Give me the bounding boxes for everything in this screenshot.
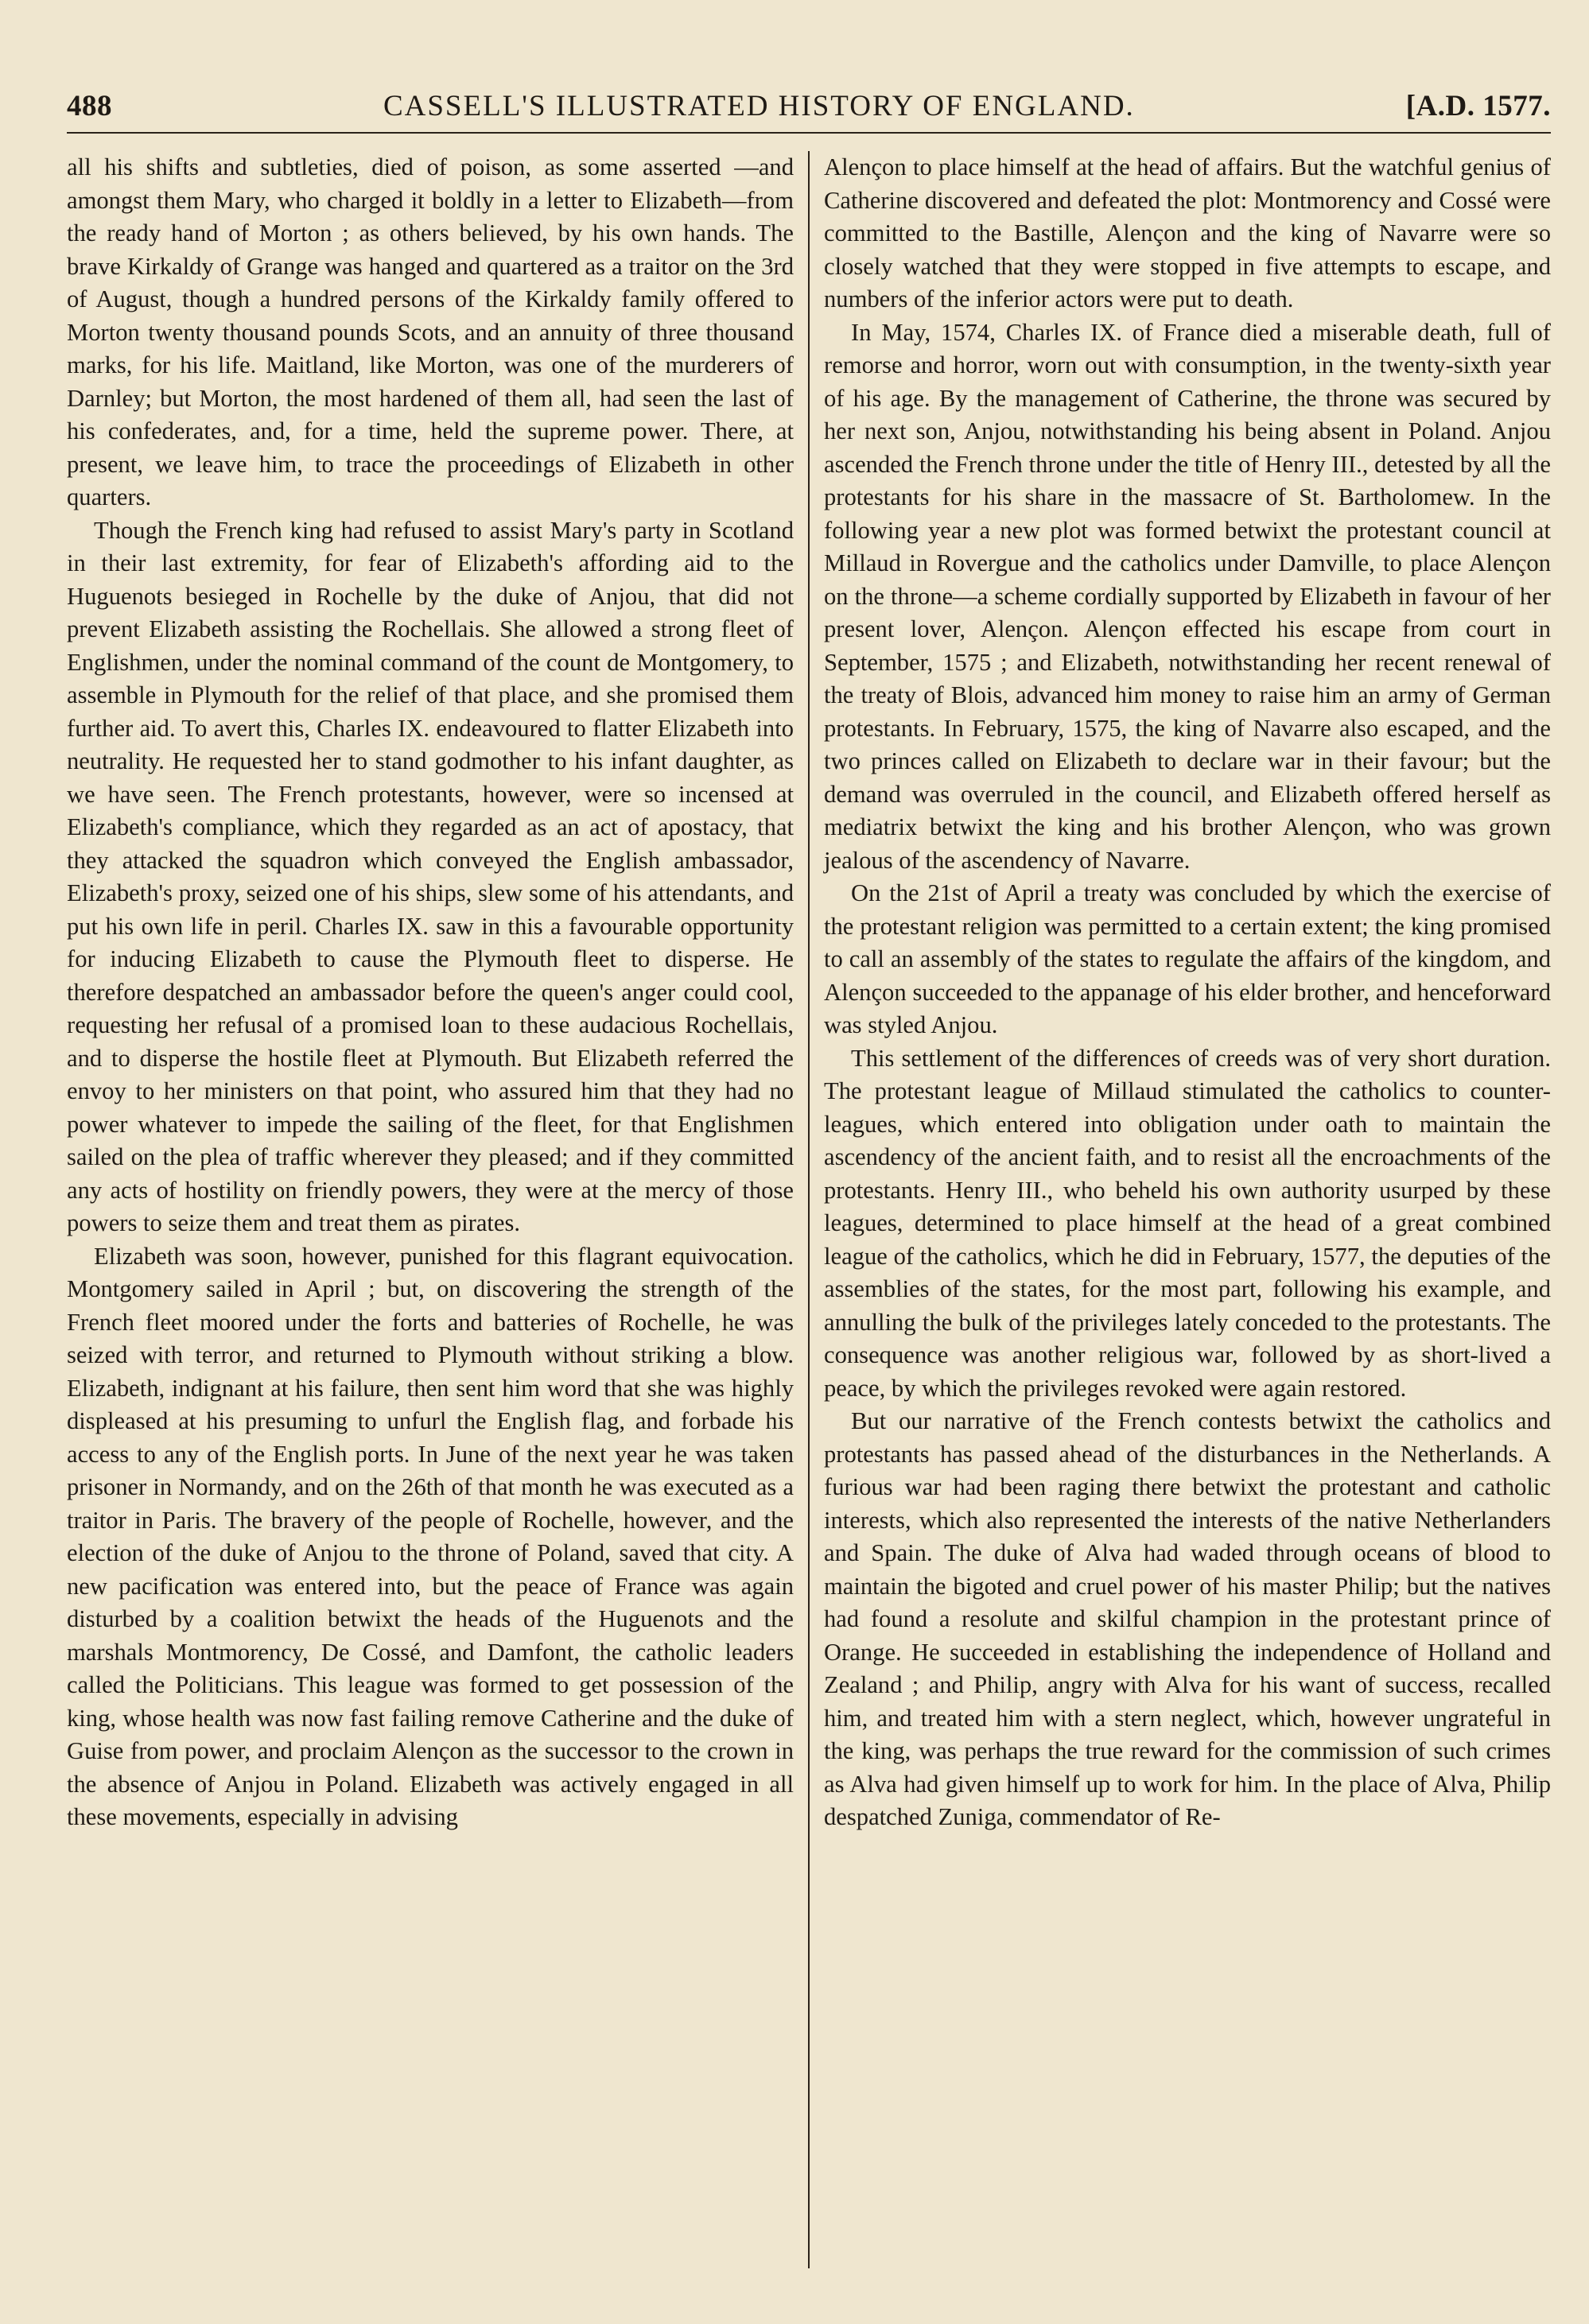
left-column xyxy=(67,151,808,2268)
page-number: 488 xyxy=(67,90,112,122)
running-title: CASSELL'S ILLUSTRATED HISTORY OF ENGLAND. xyxy=(383,90,1135,122)
right-paragraph-1: Alençon to place himself at the head of affairs. But the watchful genius of Catherine discovered and defeated the plot: Montmorency and Cossé were committed to the Bastille, Alençon and the king of Navarre were so closely watched that they were stopped in five attempts to escape, and numbers of the inferior actors were put to death. xyxy=(824,153,1551,312)
right-paragraph-3: On the 21st of April a treaty was concluded by which the exercise of the protestant religion was permitted to a certain extent; the king promised to call an assembly of the states to regulate the affairs of the kingdom, and Alençon succeeded to the appanage of his elder brother, and henceforward was styled Anjou. xyxy=(824,879,1551,1038)
right-column xyxy=(810,151,1551,2268)
header-date: [A.D. 1577. xyxy=(1405,90,1551,122)
left-paragraph-3: Elizabeth was soon, however, punished for this flagrant equivocation. Montgomery sailed in April ; but, on discovering the strength of the French fleet moored under the forts and batteries of Rochelle, he was seized with terror, and returned to Plymouth without striking a blow. Elizabeth, indignant at his failure, then sent him word that she was highly displeased at his presuming to unfurl the English flag, and forbade his access to any of the English ports. In June of the next year he was taken prisoner in Normandy, and on the 26th of that month he was executed as a traitor in Paris. The bravery of the people of Rochelle, however, and the election of the duke of Anjou to the throne of Poland, saved that city. A new pacification was entered into, but the peace of France was again disturbed by a coalition betwixt the heads of the Huguenots and the marshals Montmorency, De Cossé, and Damfont, the catholic leaders called the Politicians. This league was formed to get possession of the king, whose health was now fast failing remove Catherine and the duke of Guise from power, and proclaim Alençon as the successor to the crown in the absence of Anjou in Poland. Elizabeth was actively engaged in all these movements, especially in advising xyxy=(67,1242,794,1830)
right-paragraph-4: This settlement of the differences of creeds was of very short duration. The protestant league of Millaud stimulated the catholics to counter-leagues, which entered into obligation under oath to maintain the ascendency of the ancient faith, and to resist all the encroachments of the protestants. Henry III., who beheld his own authority usurped by these leagues, determined to place himself at the head of a great combined league of the catholics, which he did in February, 1577, the deputies of the assemblies of the states, for the most part, following his example, and annulling the bulk of the privileges lately conceded to the protestants. The consequence was another religious war, followed by as short-lived a peace, by which the privileges revoked were again restored. xyxy=(824,1044,1551,1402)
right-paragraph-2: In May, 1574, Charles IX. of France died a miserable death, full of remorse and horror, worn out with consumption, in the twenty-sixth year of his age. By the management of Catherine, the throne was secured by her next son, Anjou, notwithstanding his being absent in Poland. Anjou ascended the French throne under the title of Henry III., detested by all the protestants for his share in the massacre of St. Bartholomew. In the following year a new plot was formed betwixt the protestant council at Millaud in Rovergue and the catholics under Damville, to place Alençon on the throne—a scheme cordially supported by Elizabeth in favour of her present lover, Alençon. Alençon effected his escape from court in September, 1575 ; and Elizabeth, notwithstanding her recent renewal of the treaty of Blois, advanced him money to raise him an army of German protestants. In February, 1575, the king of Navarre also escaped, and the two princes called on Elizabeth to declare war in their favour; but the demand was overruled in the council, and Elizabeth offered herself as mediatrix betwixt the king and his brother Alençon, who was grown jealous of the ascendency of Navarre. xyxy=(824,318,1551,874)
text-columns xyxy=(67,151,1551,2268)
right-paragraph-5: But our narrative of the French contests betwixt the catholics and protestants has passed ahead of the disturbances in the Netherlands. A furious war had been raging there betwixt the protestant and catholic interests, which also represented the interests of the native Netherlanders and Spain. The duke of Alva had waded through oceans of blood to maintain the bigoted and cruel power of his master Philip; but the natives had found a resolute and skilful champion in the protestant prince of Orange. He succeeded in establishing the independence of Holland and Zealand ; and Philip, angry with Alva for his want of success, recalled him, and treated him with a stern neglect, which, however ungrateful in the king, was perhaps the true reward for the commission of such crimes as Alva had given himself up to work for him. In the place of Alva, Philip despatched Zuniga, commendator of Re- xyxy=(824,1407,1551,1830)
left-paragraph-1: all his shifts and subtleties, died of poison, as some asserted —and amongst them Mary, who charged it boldly in a letter to Elizabeth—from the ready hand of Morton ; as others believed, by his own hands. The brave Kirkaldy of Grange was hanged and quartered as a traitor on the 3rd of August, though a hundred persons of the Kirkaldy family offered to Morton twenty thousand pounds Scots, and an annuity of three thousand marks, for his life. Maitland, like Morton, was one of the murderers of Darnley; but Morton, the most hardened of them all, had seen the last of his confederates, and, for a time, held the supreme power. There, at present, we leave him, to trace the proceedings of Elizabeth in other quarters. xyxy=(67,153,794,510)
header-rule xyxy=(67,132,1551,134)
running-header xyxy=(67,89,1551,127)
left-paragraph-2: Though the French king had refused to assist Mary's party in Scotland in their last extremity, for fear of Elizabeth's affording aid to the Huguenots besieged in Rochelle by the duke of Anjou, that did not prevent Elizabeth assisting the Rochellais. She allowed a strong fleet of Englishmen, under the nominal command of the count de Montgomery, to assemble in Plymouth for the relief of that place, and she promised them further aid. To avert this, Charles IX. endeavoured to flatter Elizabeth into neutrality. He requested her to stand godmother to his infant daughter, as we have seen. The French protestants, however, were so incensed at Elizabeth's compliance, which they regarded as an act of apostacy, that they attacked the squadron which conveyed the English ambassador, Elizabeth's proxy, seized one of his ships, slew some of his attendants, and put his own life in peril. Charles IX. saw in this a favourable opportunity for inducing Elizabeth to cause the Plymouth fleet to disperse. He therefore despatched an ambassador before the queen's anger could cool, requesting her refusal of a promised loan to these audacious Rochellais, and to disperse the hostile fleet at Plymouth. But Elizabeth referred the envoy to her ministers on that point, who assured him that they had no power whatever to impede the sailing of the fleet, for that Englishmen sailed on the plea of traffic wherever they pleased; and if they committed any acts of hostility on friendly powers, they were at the mercy of those powers to seize them and treat them as pirates. xyxy=(67,516,794,1236)
